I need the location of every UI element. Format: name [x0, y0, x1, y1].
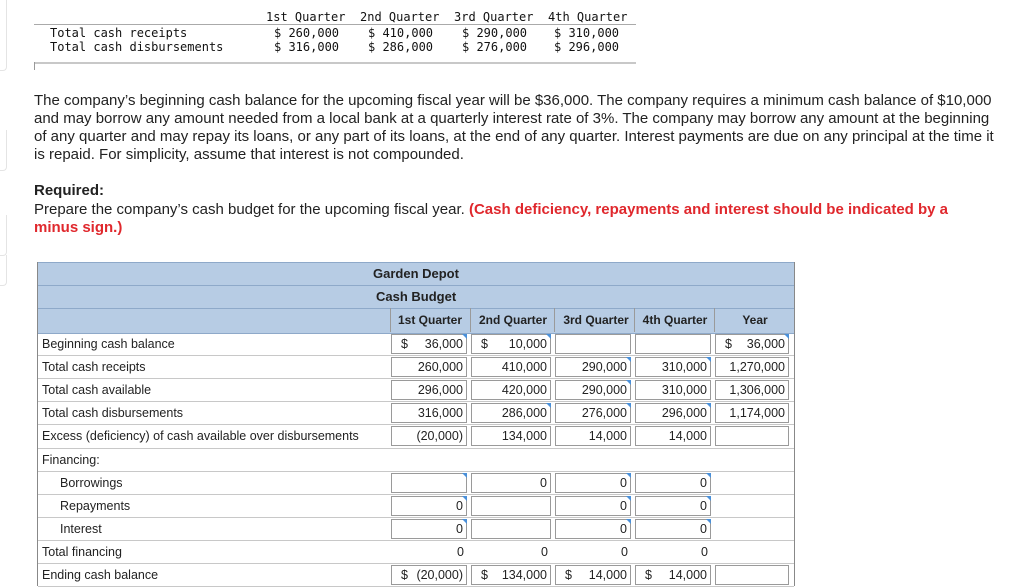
budget-cell — [635, 450, 711, 470]
budget-cell[interactable] — [555, 403, 631, 423]
input-marker-icon — [462, 473, 467, 478]
currency-symbol: $ — [481, 568, 488, 582]
budget-cell[interactable] — [635, 380, 711, 400]
row-label: Total cash disbursements — [42, 406, 184, 421]
cell-value: 0 — [700, 475, 707, 490]
left-edge-tabs — [0, 0, 6, 586]
budget-cell[interactable] — [555, 473, 631, 493]
header-divider — [470, 308, 471, 332]
column-header-q1: 1st Quarter — [397, 313, 463, 327]
input-marker-icon — [706, 519, 711, 524]
given-table-rule — [34, 62, 636, 69]
budget-cell[interactable] — [715, 334, 789, 354]
budget-cell[interactable] — [471, 496, 551, 516]
budget-cell[interactable] — [635, 496, 711, 516]
currency-symbol: $ — [401, 568, 408, 582]
required-text: Prepare the company’s cash budget for the upcoming fiscal year. — [34, 201, 465, 218]
column-header-year: Year — [742, 313, 768, 327]
budget-cell[interactable] — [635, 426, 711, 446]
budget-cell[interactable] — [391, 473, 467, 493]
cell-value: 14,000 — [588, 429, 627, 444]
cell-value: 286,000 — [501, 406, 547, 421]
budget-cell — [715, 542, 789, 562]
row-label: Ending cash balance — [42, 568, 159, 582]
row-label: Beginning cash balance — [42, 337, 175, 351]
cell-value: 0 — [456, 521, 463, 536]
budget-cell — [471, 450, 551, 470]
input-marker-icon — [462, 519, 467, 524]
input-marker-icon — [626, 473, 631, 478]
budget-cell[interactable] — [471, 473, 551, 493]
cell-value: 0 — [620, 498, 627, 513]
given-cell: $ 410,000 — [368, 26, 434, 40]
budget-cell[interactable] — [471, 565, 551, 585]
budget-cell[interactable] — [391, 334, 467, 354]
budget-cell[interactable] — [471, 403, 551, 423]
row-divider — [38, 540, 794, 541]
budget-title: Cash Budget — [376, 289, 457, 304]
budget-cell[interactable] — [715, 426, 789, 446]
header-divider — [554, 308, 555, 332]
given-cell: $ 260,000 — [274, 26, 340, 40]
cell-value: 0 — [456, 498, 463, 513]
budget-cell[interactable] — [715, 565, 789, 585]
column-header-q2: 2nd Quarter — [478, 313, 547, 327]
currency-symbol: $ — [401, 337, 408, 351]
cell-value: 0 — [457, 544, 464, 559]
cell-value: 296,000 — [661, 406, 707, 421]
budget-cell[interactable] — [555, 519, 631, 539]
row-divider — [38, 355, 794, 356]
given-header-q4: 4th Quarter — [548, 10, 628, 24]
input-marker-icon — [626, 380, 631, 385]
column-header-q4: 4th Quarter — [642, 313, 708, 327]
budget-cell[interactable] — [635, 519, 711, 539]
budget-cell — [471, 542, 551, 562]
budget-cell[interactable] — [555, 496, 631, 516]
budget-cell[interactable] — [635, 357, 711, 377]
cell-value: 14,000 — [588, 568, 627, 582]
input-marker-icon — [706, 496, 711, 501]
cell-value: 0 — [700, 498, 707, 513]
budget-cell[interactable] — [391, 519, 467, 539]
given-cell: $ 296,000 — [554, 40, 620, 54]
budget-cell — [391, 542, 467, 562]
budget-cell[interactable] — [391, 496, 467, 516]
budget-cell — [715, 519, 789, 539]
cash-budget-table — [37, 262, 795, 586]
budget-cell — [715, 496, 789, 516]
cell-value: 0 — [620, 521, 627, 536]
cell-value: 0 — [541, 544, 548, 559]
budget-cell[interactable] — [715, 403, 789, 423]
budget-cell[interactable] — [555, 565, 631, 585]
input-marker-icon — [546, 334, 551, 339]
currency-symbol: $ — [565, 568, 572, 582]
currency-symbol: $ — [645, 568, 652, 582]
given-header-q3: 3rd Quarter — [454, 10, 534, 24]
cell-value: 134,000 — [501, 429, 547, 444]
cell-value: 0 — [540, 475, 547, 490]
input-marker-icon — [626, 357, 631, 362]
budget-cell[interactable] — [635, 403, 711, 423]
budget-cell[interactable] — [391, 380, 467, 400]
cell-value: 10,000 — [508, 337, 547, 351]
row-label: Borrowings — [60, 475, 123, 490]
header-divider — [634, 308, 635, 332]
budget-cell[interactable] — [635, 334, 711, 354]
row-divider — [38, 378, 794, 379]
budget-cell[interactable] — [555, 334, 631, 354]
problem-paragraph: The company’s beginning cash balance for the upcoming fiscal year will be $36,000. The company requires a minimum cash balance of $10,000 and may borrow any amount needed from a local bank at a quarterly interest rate of 3%. The company may borrow any amount at the beginning of any quarter and may repay its loans, or any part of its loans, at the end of any quarter. Interest payments are due on any principal at the time it is repaid. For simplicity, assume that interest is not compounded. — [34, 92, 994, 163]
input-marker-icon — [706, 357, 711, 362]
row-label: Financing: — [42, 452, 100, 467]
cell-value: 290,000 — [581, 383, 627, 398]
budget-cell — [635, 542, 711, 562]
budget-cell[interactable] — [555, 426, 631, 446]
budget-cell[interactable] — [471, 334, 551, 354]
given-header-q2: 2nd Quarter — [360, 10, 440, 24]
budget-cell[interactable] — [715, 357, 789, 377]
company-name: Garden Depot — [373, 266, 459, 281]
row-label: Total cash receipts — [42, 360, 146, 375]
cell-value: 1,270,000 — [729, 360, 785, 375]
row-label: Excess (deficiency) of cash available over disbursements — [42, 429, 359, 444]
currency-symbol: $ — [725, 337, 732, 351]
budget-cell[interactable] — [391, 426, 467, 446]
input-marker-icon — [462, 334, 467, 339]
cell-value: 36,000 — [746, 337, 785, 351]
required-instructions — [34, 201, 994, 237]
cell-value: 290,000 — [581, 360, 627, 375]
budget-cell[interactable] — [635, 565, 711, 585]
budget-cell[interactable] — [471, 380, 551, 400]
row-divider — [38, 424, 794, 425]
given-cell: $ 310,000 — [554, 26, 620, 40]
budget-cell[interactable] — [635, 473, 711, 493]
cell-value: 276,000 — [581, 406, 627, 421]
cell-value: 296,000 — [417, 383, 463, 398]
cell-value: 36,000 — [424, 337, 463, 351]
input-marker-icon — [626, 519, 631, 524]
given-cell: $ 286,000 — [368, 40, 434, 54]
row-divider — [38, 401, 794, 402]
given-cell: $ 290,000 — [462, 26, 528, 40]
cell-value: 14,000 — [668, 429, 707, 444]
budget-cell[interactable] — [471, 357, 551, 377]
cell-value: 14,000 — [668, 568, 707, 582]
given-row-label: Total cash receipts — [50, 26, 188, 40]
currency-symbol: $ — [481, 337, 488, 351]
row-divider — [38, 448, 794, 449]
budget-cell[interactable] — [391, 357, 467, 377]
input-marker-icon — [626, 496, 631, 501]
budget-cell[interactable] — [391, 403, 467, 423]
row-label: Total financing — [42, 544, 122, 559]
budget-cell[interactable] — [471, 519, 551, 539]
row-label: Interest — [60, 521, 102, 536]
cell-value: 310,000 — [661, 360, 707, 375]
cell-value: 316,000 — [417, 406, 463, 421]
row-divider — [38, 494, 794, 495]
input-marker-icon — [784, 334, 789, 339]
cell-value: (20,000) — [416, 568, 463, 582]
given-row-label: Total cash disbursements — [50, 40, 224, 54]
row-divider — [38, 471, 794, 472]
cell-value: 310,000 — [661, 383, 707, 398]
input-marker-icon — [706, 473, 711, 478]
row-divider — [38, 517, 794, 518]
cell-value: 1,174,000 — [729, 406, 785, 421]
header-divider — [390, 308, 391, 332]
given-cell: $ 276,000 — [462, 40, 528, 54]
budget-cell[interactable] — [391, 565, 467, 585]
input-marker-icon — [546, 403, 551, 408]
given-cell: $ 316,000 — [274, 40, 340, 54]
input-marker-icon — [626, 403, 631, 408]
budget-cell — [715, 473, 789, 493]
budget-cell — [555, 450, 631, 470]
cell-value: 410,000 — [501, 360, 547, 375]
input-marker-icon — [462, 496, 467, 501]
budget-cell — [391, 450, 467, 470]
cell-value: 260,000 — [417, 360, 463, 375]
budget-cell[interactable] — [471, 426, 551, 446]
budget-cell[interactable] — [555, 357, 631, 377]
required-heading: Required: — [34, 182, 105, 199]
given-header-q1: 1st Quarter — [266, 10, 346, 24]
required-note: (Cash deficiency, repayments and interest should be indicated by a minus sign.) — [34, 201, 949, 236]
row-divider — [38, 563, 794, 564]
budget-cell — [555, 542, 631, 562]
cell-value: 0 — [701, 544, 708, 559]
header-divider — [714, 308, 715, 332]
row-label: Total cash available — [42, 383, 152, 398]
cell-value: 420,000 — [501, 383, 547, 398]
row-label: Repayments — [60, 498, 131, 513]
cell-value: 0 — [700, 521, 707, 536]
column-header-q3: 3rd Quarter — [563, 313, 629, 327]
cell-value: 0 — [620, 475, 627, 490]
cell-value: 0 — [621, 544, 628, 559]
budget-cell[interactable] — [715, 380, 789, 400]
budget-cell — [715, 450, 789, 470]
cell-value: 1,306,000 — [729, 383, 785, 398]
given-header-row — [34, 10, 636, 25]
input-marker-icon — [706, 403, 711, 408]
cell-value: (20,000) — [416, 429, 463, 444]
given-table-rule-tick — [34, 62, 35, 70]
budget-cell[interactable] — [555, 380, 631, 400]
cell-value: 134,000 — [501, 568, 547, 582]
